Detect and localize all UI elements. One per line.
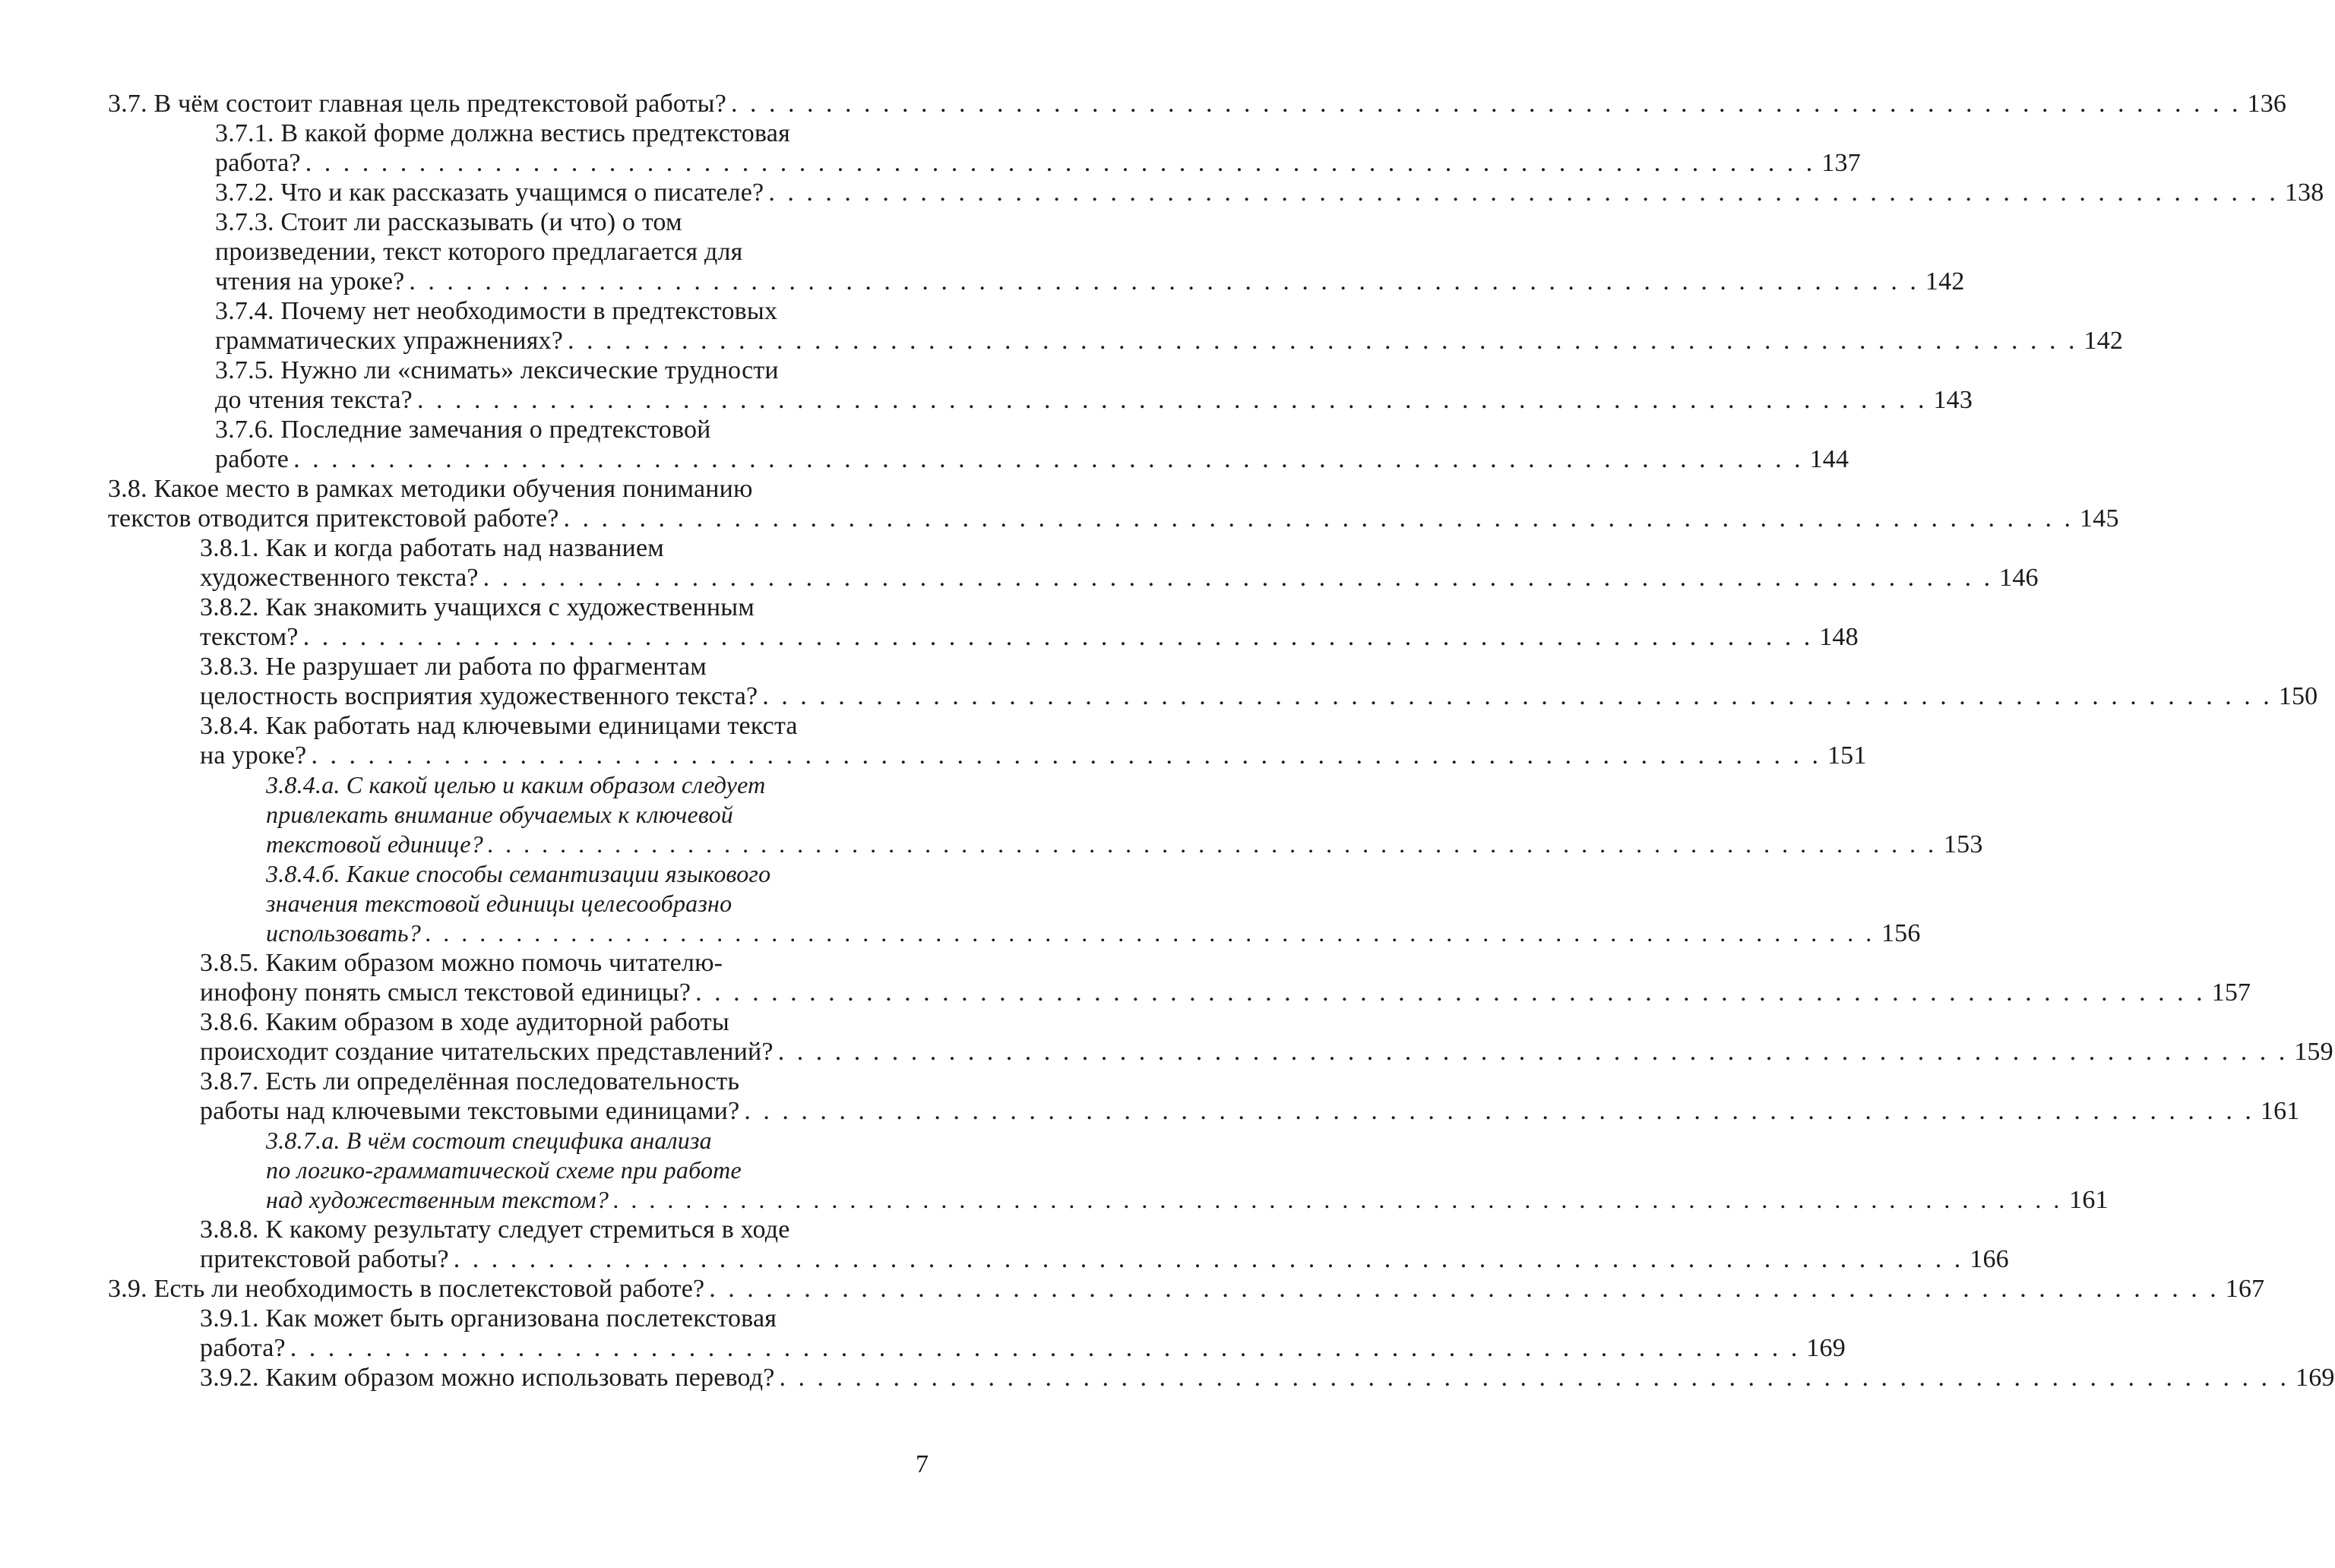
toc-entry-text: на уроке? — [200, 741, 307, 770]
toc-entry-line — [108, 415, 937, 444]
toc-entry — [108, 178, 2324, 207]
toc-page-number: 136 — [2247, 90, 2287, 118]
toc-entry-line — [108, 741, 1867, 770]
toc-entry-text: 3.8.4. Как работать над ключевыми единицами текста — [200, 712, 798, 740]
toc-entry-line — [108, 504, 2119, 533]
toc-entry — [108, 652, 2318, 711]
toc-entry-line — [108, 267, 1965, 296]
toc-entry — [108, 207, 1965, 296]
toc-entry-line — [108, 889, 937, 918]
dot-leader: . . . . . . . . . . . . . . . . . . . . . . . . . . . . . . . . . . . . . . . . . . . . . . . . . . . . . . . . . . . . . . . . . . . . . . . . . . . . . . . . — [409, 267, 1919, 296]
dot-leader: . . . . . . . . . . . . . . . . . . . . . . . . . . . . . . . . . . . . . . . . . . . . . . . . . . . . . . . . . . . . . . . . . . . . . . . . . . . . . . . . — [568, 327, 2078, 355]
toc-entry-line — [108, 1096, 2300, 1126]
dot-leader: . . . . . . . . . . . . . . . . . . . . . . . . . . . . . . . . . . . . . . . . . . . . . . . . . . . . . . . . . . . . . . . . . . . . . . . . . . . . . . . . — [695, 978, 2206, 1007]
toc-entry-text: 3.7.5. Нужно ли «снимать» лексические трудности — [215, 356, 779, 384]
toc-entry-text: по логико-грамматической схеме при работе — [266, 1156, 742, 1184]
toc-page-number: 137 — [1821, 149, 1861, 177]
toc-page-number: 161 — [2069, 1186, 2109, 1214]
toc-entry — [108, 948, 2251, 1007]
dot-leader: . . . . . . . . . . . . . . . . . . . . . . . . . . . . . . . . . . . . . . . . . . . . . . . . . . . . . . . . . . . . . . . . . . . . . . . . . . . . . . . . — [709, 1275, 2220, 1303]
toc-entry-text: 3.7.3. Стоит ли рассказывать (и что) о том — [215, 208, 682, 236]
toc-entry-line — [108, 1037, 2333, 1067]
toc-entry-line — [108, 1185, 2109, 1215]
toc-entry-line — [108, 859, 937, 889]
dot-leader: . . . . . . . . . . . . . . . . . . . . . . . . . . . . . . . . . . . . . . . . . . . . . . . . . . . . . . . . . . . . . . . . . . . . . . . . . . . . . . . . — [311, 741, 1821, 770]
dot-leader: . . . . . . . . . . . . . . . . . . . . . . . . . . . . . . . . . . . . . . . . . . . . . . . . . . . . . . . . . . . . . . . . . . . . . . . . . . . . . . . . — [487, 830, 1938, 858]
table-of-contents — [108, 89, 2335, 1393]
toc-entry — [108, 1215, 2009, 1274]
toc-entry-text: целостность восприятия художественного текста? — [200, 682, 758, 710]
toc-entry — [108, 1363, 2335, 1393]
toc-entry-line — [108, 593, 937, 622]
toc-entry-text: 3.9.1. Как может быть организована послетекстовая — [200, 1304, 777, 1332]
toc-entry — [108, 859, 1921, 948]
toc-entry-text: чтения на уроке? — [215, 267, 405, 296]
toc-page-number: 167 — [2225, 1275, 2265, 1303]
toc-entry — [108, 474, 2119, 533]
toc-entry-text: произведении, текст которого предлагается для — [215, 238, 743, 266]
toc-entry-line — [108, 148, 1861, 178]
toc-page-number: 148 — [1819, 623, 1859, 651]
toc-page-number: 166 — [1970, 1245, 2009, 1273]
toc-entry-line — [108, 89, 2287, 119]
toc-entry-line — [108, 1304, 937, 1333]
page-number: 7 — [916, 1450, 929, 1478]
toc-page-number: 153 — [1943, 830, 1983, 858]
toc-page-number: 142 — [2083, 327, 2124, 355]
toc-entry-text: работе — [215, 445, 290, 473]
toc-entry-line — [108, 563, 2039, 593]
toc-entry-line — [108, 385, 1973, 415]
toc-entry-text: инофону понять смысл текстовой единицы? — [200, 978, 691, 1007]
toc-entry-text: художественного текста? — [200, 564, 479, 592]
toc-entry-line — [108, 1333, 1846, 1363]
dot-leader: . . . . . . . . . . . . . . . . . . . . . . . . . . . . . . . . . . . . . . . . . . . . . . . . . . . . . . . . . . . . . . . . . . . . . . . . . . . . . . . . — [293, 445, 1804, 473]
toc-entry-text: притекстовой работы? — [200, 1245, 449, 1273]
toc-entry-text: 3.8.6. Каким образом в ходе аудиторной работы — [200, 1008, 729, 1036]
toc-entry — [108, 711, 1867, 770]
toc-entry-text: привлекать внимание обучаемых к ключевой — [266, 801, 733, 828]
toc-entry-text: 3.9.2. Каким образом можно использовать перевод? — [200, 1364, 775, 1392]
toc-entry-line — [108, 1215, 937, 1244]
toc-entry-line — [108, 1067, 937, 1096]
toc-entry-line — [108, 207, 937, 237]
toc-entry-line — [108, 918, 1921, 948]
toc-entry — [108, 533, 2039, 593]
dot-leader: . . . . . . . . . . . . . . . . . . . . . . . . . . . . . . . . . . . . . . . . . . . . . . . . . . . . . . . . . . . . . . . . . . . . . . . . . . . . . . . . — [613, 1186, 2064, 1213]
toc-entry-line — [108, 326, 2124, 356]
toc-entry-line — [108, 533, 937, 563]
toc-entry-text: работа? — [215, 149, 301, 177]
toc-entry-text: 3.7.4. Почему нет необходимости в предтекстовых — [215, 297, 778, 325]
toc-entry-line — [108, 296, 937, 326]
toc-entry-line — [108, 711, 937, 741]
toc-entry — [108, 1067, 2300, 1126]
toc-entry-text: 3.7.1. В какой форме должна вестись предтекстовая — [215, 119, 790, 147]
toc-entry — [108, 1274, 2265, 1304]
toc-entry-text: текстов отводится притекстовой работе? — [108, 504, 559, 533]
toc-entry-text: грамматических упражнениях? — [215, 327, 564, 355]
toc-entry-line — [108, 1007, 937, 1037]
toc-entry-text: 3.7.6. Последние замечания о предтекстовой — [215, 416, 711, 444]
toc-entry-text: работа? — [200, 1334, 286, 1362]
dot-leader: . . . . . . . . . . . . . . . . . . . . . . . . . . . . . . . . . . . . . . . . . . . . . . . . . . . . . . . . . . . . . . . . . . . . . . . . . . . . . . . . — [731, 90, 2242, 118]
toc-entry-line — [108, 978, 2251, 1007]
toc-entry-line — [108, 444, 1849, 474]
toc-entry-text: над художественным текстом? — [266, 1186, 609, 1213]
toc-entry — [108, 1126, 2109, 1215]
toc-page-number: 142 — [1925, 267, 1965, 296]
toc-page-number: 151 — [1827, 741, 1867, 770]
toc-entry-line — [108, 830, 1983, 859]
toc-entry — [108, 119, 1861, 178]
toc-page-number: 156 — [1881, 919, 1921, 947]
dot-leader: . . . . . . . . . . . . . . . . . . . . . . . . . . . . . . . . . . . . . . . . . . . . . . . . . . . . . . . . . . . . . . . . . . . . . . . . . . . . . . . . — [302, 623, 1814, 651]
toc-entry-line — [108, 356, 937, 385]
toc-entry-line — [108, 1244, 2009, 1274]
toc-entry-text: до чтения текста? — [215, 386, 413, 414]
toc-page-number: 159 — [2294, 1038, 2333, 1066]
dot-leader: . . . . . . . . . . . . . . . . . . . . . . . . . . . . . . . . . . . . . . . . . . . . . . . . . . . . . . . . . . . . . . . . . . . . . . . . . . . . . . . . — [453, 1245, 1964, 1273]
dot-leader: . . . . . . . . . . . . . . . . . . . . . . . . . . . . . . . . . . . . . . . . . . . . . . . . . . . . . . . . . . . . . . . . . . . . . . . . . . . . . . . . — [768, 179, 2279, 207]
toc-entry-text: использовать? — [266, 919, 421, 947]
toc-page-number: 169 — [1806, 1334, 1846, 1362]
dot-leader: . . . . . . . . . . . . . . . . . . . . . . . . . . . . . . . . . . . . . . . . . . . . . . . . . . . . . . . . . . . . . . . . . . . . . . . . . . . . . . . . — [425, 919, 1875, 947]
toc-entry-text: происходит создание читательских представлений? — [200, 1038, 774, 1066]
toc-entry-text: 3.8.3. Не разрушает ли работа по фрагментам — [200, 653, 707, 681]
toc-page-number: 143 — [1933, 386, 1973, 414]
toc-entry-text: 3.8.5. Каким образом можно помочь читателю- — [200, 949, 723, 977]
toc-entry-text: текстовой единице? — [266, 830, 483, 858]
toc-entry-line — [108, 770, 937, 800]
toc-entry — [108, 356, 1973, 415]
toc-entry-line — [108, 948, 937, 978]
toc-entry-line — [108, 178, 2324, 207]
toc-page-number: 169 — [2295, 1364, 2335, 1392]
toc-entry-line — [108, 1155, 937, 1185]
toc-entry — [108, 770, 1983, 859]
toc-entry-text: 3.8.7.а. В чём состоит специфика анализа — [266, 1127, 712, 1154]
toc-entry — [108, 89, 2287, 119]
toc-entry — [108, 296, 2124, 356]
dot-leader: . . . . . . . . . . . . . . . . . . . . . . . . . . . . . . . . . . . . . . . . . . . . . . . . . . . . . . . . . . . . . . . . . . . . . . . . . . . . . . . . — [305, 149, 1816, 177]
toc-entry-text: 3.7. В чём состоит главная цель предтекстовой работы? — [108, 90, 726, 118]
toc-entry-line — [108, 119, 937, 148]
toc-entry-line — [108, 237, 937, 267]
toc-entry-text: 3.8.4.б. Какие способы семантизации языкового — [266, 860, 771, 887]
toc-page-number: 157 — [2211, 978, 2251, 1007]
toc-page-number: 145 — [2080, 504, 2119, 533]
toc-entry-text: 3.8. Какое место в рамках методики обучения пониманию — [108, 475, 753, 503]
dot-leader: . . . . . . . . . . . . . . . . . . . . . . . . . . . . . . . . . . . . . . . . . . . . . . . . . . . . . . . . . . . . . . . . . . . . . . . . . . . . . . . . — [416, 386, 1928, 414]
toc-entry — [108, 593, 1859, 652]
dot-leader: . . . . . . . . . . . . . . . . . . . . . . . . . . . . . . . . . . . . . . . . . . . . . . . . . . . . . . . . . . . . . . . . . . . . . . . . . . . . . . . . — [777, 1038, 2289, 1066]
toc-entry-line — [108, 474, 937, 504]
toc-entry-text: 3.8.4.а. С какой целью и каким образом следует — [266, 771, 766, 798]
toc-entry-text: 3.8.2. Как знакомить учащихся с художественным — [200, 593, 755, 621]
toc-entry-text: 3.7.2. Что и как рассказать учащимся о писателе? — [215, 179, 764, 207]
toc-entry-line — [108, 1363, 2335, 1393]
toc-entry-line — [108, 1274, 2265, 1304]
toc-entry-text: 3.9. Есть ли необходимость в послетекстовой работе? — [108, 1275, 705, 1303]
toc-entry-line — [108, 800, 937, 830]
dot-leader: . . . . . . . . . . . . . . . . . . . . . . . . . . . . . . . . . . . . . . . . . . . . . . . . . . . . . . . . . . . . . . . . . . . . . . . . . . . . . . . . — [762, 682, 2273, 710]
dot-leader: . . . . . . . . . . . . . . . . . . . . . . . . . . . . . . . . . . . . . . . . . . . . . . . . . . . . . . . . . . . . . . . . . . . . . . . . . . . . . . . . — [290, 1334, 1801, 1362]
dot-leader: . . . . . . . . . . . . . . . . . . . . . . . . . . . . . . . . . . . . . . . . . . . . . . . . . . . . . . . . . . . . . . . . . . . . . . . . . . . . . . . . — [779, 1364, 2290, 1392]
toc-entry-text: работы над ключевыми текстовыми единицами? — [200, 1097, 740, 1125]
toc-page-number: 144 — [1809, 445, 1849, 473]
toc-page-number: 161 — [2260, 1097, 2300, 1125]
toc-entry-line — [108, 652, 937, 681]
toc-entry-line — [108, 681, 2318, 711]
toc-page-number: 138 — [2284, 179, 2324, 207]
toc-entry-text: значения текстовой единицы целесообразно — [266, 890, 732, 917]
dot-leader: . . . . . . . . . . . . . . . . . . . . . . . . . . . . . . . . . . . . . . . . . . . . . . . . . . . . . . . . . . . . . . . . . . . . . . . . . . . . . . . . — [563, 504, 2074, 533]
toc-entry-text: 3.8.8. К какому результату следует стремиться в ходе — [200, 1216, 790, 1244]
toc-entry-text: текстом? — [200, 623, 299, 651]
toc-entry-line — [108, 1126, 937, 1155]
toc-page-number: 146 — [1999, 564, 2039, 592]
toc-entry-text: 3.8.1. Как и когда работать над названием — [200, 534, 664, 562]
toc-entry-text: 3.8.7. Есть ли определённая последовательность — [200, 1067, 740, 1095]
toc-entry — [108, 1007, 2333, 1067]
toc-entry — [108, 1304, 1846, 1363]
dot-leader: . . . . . . . . . . . . . . . . . . . . . . . . . . . . . . . . . . . . . . . . . . . . . . . . . . . . . . . . . . . . . . . . . . . . . . . . . . . . . . . . — [744, 1097, 2254, 1125]
toc-entry-line — [108, 622, 1859, 652]
toc-page-number: 150 — [2278, 682, 2318, 710]
toc-entry — [108, 415, 1849, 474]
dot-leader: . . . . . . . . . . . . . . . . . . . . . . . . . . . . . . . . . . . . . . . . . . . . . . . . . . . . . . . . . . . . . . . . . . . . . . . . . . . . . . . . — [483, 564, 1994, 592]
